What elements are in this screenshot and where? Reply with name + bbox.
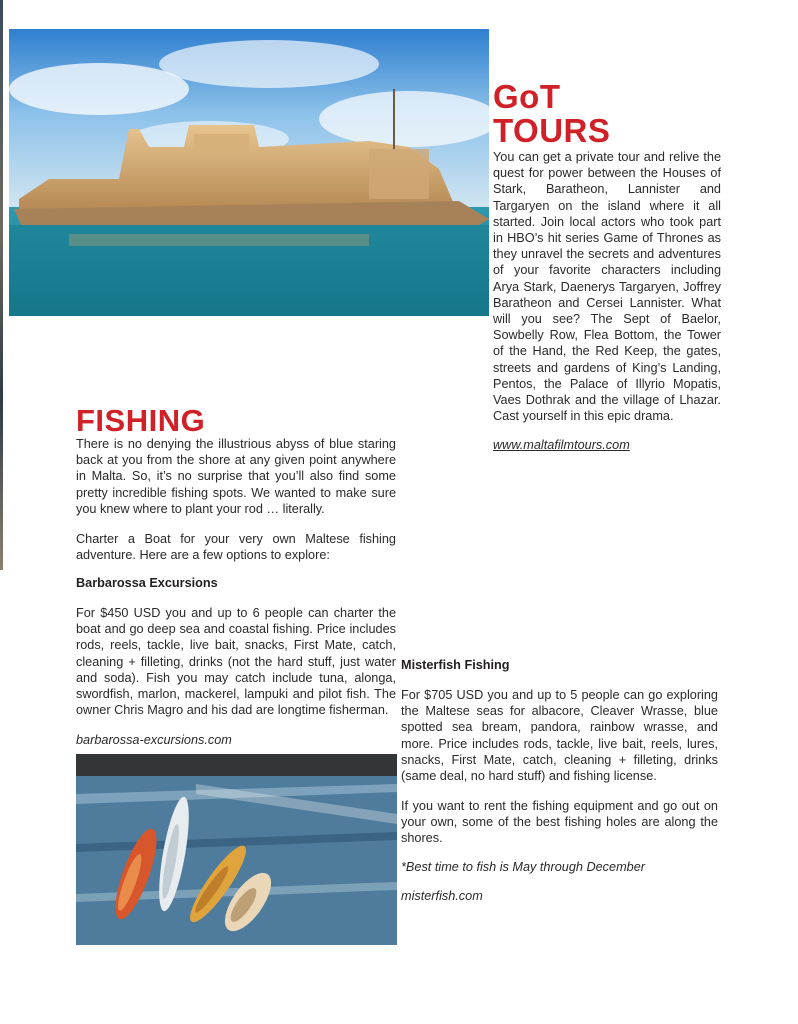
- barbarossa-body-text: For $450 USD you and up to 6 people can charter the boat and go deep sea and coastal fishing. Price includes rods, reels, tackle, live bait, snacks, First Mate, catch, cleaning + filleting, drinks (not the hard stuff, just water and soda). Fish you may catch include tuna, alonga, swordfish, marlon, mackerel, lampuki and pilot fish. The owner Chris Magro and his dad are longtime fisherman.: [76, 606, 396, 718]
- got-body-text: You can get a private tour and relive the quest for power between the Houses of Stark, Baratheon, Lannister and Targaryen on the island where it all started. Join local actors who took part in HBO’s hit series Game of Thrones as they unravel the secrets and adventures of your favorite characters including Arya Stark, Daenerys Targaryen, Joffrey Baratheon and Cersei Lannister. What will you see? The Sept of Baelor, Sowbelly Row, Flea Bottom, the Tower of the Hand, the Red Keep, the gates, streets and gardens of King’s Landing, Pentos, the Palace of Illyrio Mopatis, Vaes Dothrak and the village of Lhazar. Cast yourself in this epic drama.: [493, 150, 721, 424]
- best-time-note: *Best time to fish is May through December: [401, 860, 645, 874]
- got-title-line1: GoT: [493, 78, 561, 115]
- got-title-line2: TOURS: [493, 112, 611, 149]
- fishing-intro-text: There is no denying the illustrious abyss of blue staring back at you from the shore at any given point anywhere in Malta. So, it’s no surprise that you’ll also find some pretty incredible fishing spots. We wanted to make sure you knew where to plant your rod … literally.: [76, 437, 396, 516]
- misterfish-heading: Misterfish Fishing: [401, 658, 510, 672]
- misterfish-rent-text: If you want to rent the fishing equipment and go out on your own, some of the best fishing holes are along the shores.: [401, 799, 718, 846]
- fishing-lures-photo: [76, 754, 397, 945]
- misterfish-website-link[interactable]: misterfish.com: [401, 889, 483, 903]
- fortress-photo: [9, 29, 489, 316]
- adjacent-page-edge: [0, 0, 3, 570]
- barbarossa-heading: Barbarossa Excursions: [76, 576, 218, 590]
- barbarossa-website-link[interactable]: barbarossa-excursions.com: [76, 733, 232, 747]
- fishing-title: FISHING: [76, 403, 206, 438]
- got-website-link[interactable]: www.maltafilmtours.com: [493, 438, 630, 452]
- fishing-charter-text: Charter a Boat for your very own Maltese fishing adventure. Here are a few options to explore:: [76, 532, 396, 563]
- misterfish-body-text: For $705 USD you and up to 5 people can go exploring the Maltese seas for albacore, Cleaver Wrasse, blue spotted sea bream, pandora, rainbow wrasse, and more. Price includes rods, tackle, live bait, reels, lures, snacks, First Mate, catch, cleaning + filleting, drinks (same deal, no hard stuff) and fishing license.: [401, 688, 718, 784]
